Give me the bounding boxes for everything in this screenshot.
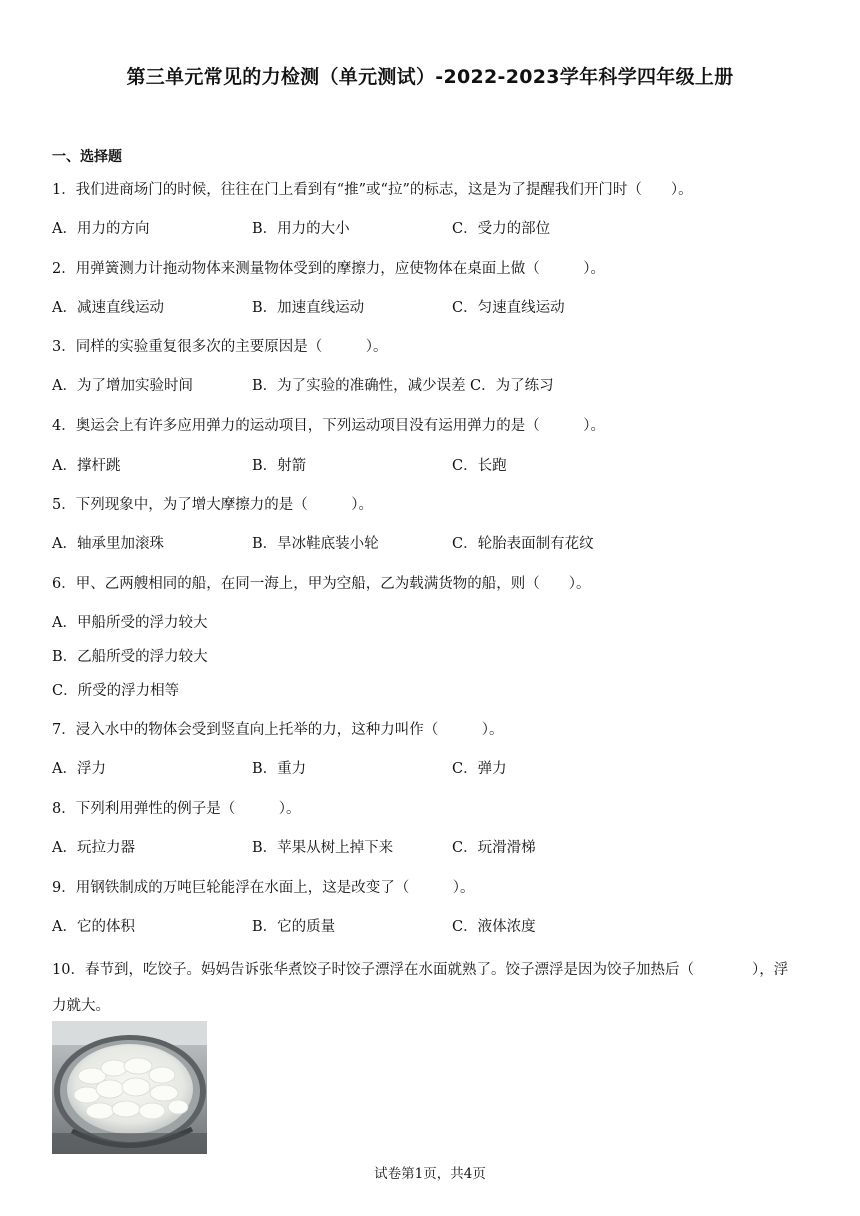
section-heading: 一、选择题 <box>52 149 122 165</box>
option-a[interactable]: A．浮力 <box>52 761 106 777</box>
option-b[interactable]: B．它的质量 <box>252 919 336 935</box>
question-1: 1．我们进商场门的时候，往往在门上看到有“推”或“拉”的标志，这是为了提醒我们开门时（ ）。 <box>52 182 693 198</box>
option-b[interactable]: B．用力的大小 <box>252 221 350 237</box>
option-c[interactable]: C．弹力 <box>452 761 507 777</box>
option-a[interactable]: A．轴承里加滚珠 <box>52 536 164 552</box>
question-8: 8．下列利用弹性的例子是（ ）。 <box>52 801 301 817</box>
option-a[interactable]: A．为了增加实验时间 <box>52 378 193 394</box>
option-b[interactable]: B．射箭 <box>252 458 307 474</box>
dumplings-photo <box>52 1021 207 1154</box>
option-b[interactable]: B．加速直线运动 <box>252 300 365 316</box>
question-8-options <box>52 836 812 858</box>
question-2-options <box>52 296 812 318</box>
page-footer: 试卷第1页，共4页 <box>374 1166 486 1182</box>
option-a[interactable]: A．玩拉力器 <box>52 840 135 856</box>
option-b[interactable]: B．为了实验的准确性，减少误差 <box>252 378 466 394</box>
question-2: 2．用弹簧测力计拖动物体来测量物体受到的摩擦力，应使物体在桌面上做（ ）。 <box>52 261 605 277</box>
question-7-options <box>52 757 812 779</box>
option-c[interactable]: C．为了练习 <box>470 378 554 394</box>
option-c[interactable]: C．受力的部位 <box>452 221 551 237</box>
option-a[interactable]: A．甲船所受的浮力较大 <box>52 615 208 631</box>
option-c[interactable]: C．轮胎表面制有花纹 <box>452 536 594 552</box>
option-a[interactable]: A．减速直线运动 <box>52 300 164 316</box>
question-9: 9．用钢铁制成的万吨巨轮能浮在水面上，这是改变了（ ）。 <box>52 880 475 896</box>
option-b[interactable]: B．重力 <box>252 761 307 777</box>
option-b[interactable]: B．苹果从树上掉下来 <box>252 840 394 856</box>
question-9-options <box>52 915 812 937</box>
question-4-options <box>52 454 812 476</box>
question-5-options <box>52 532 812 554</box>
option-b[interactable]: B．乙船所受的浮力较大 <box>52 649 208 665</box>
question-1-options <box>52 217 812 239</box>
option-b[interactable]: B．旱冰鞋底装小轮 <box>252 536 379 552</box>
question-4: 4．奥运会上有许多应用弹力的运动项目，下列运动项目没有运用弹力的是（ ）。 <box>52 418 605 434</box>
question-10: 10．春节到，吃饺子。妈妈告诉张华煮饺子时饺子漂浮在水面就熟了。饺子漂浮是因为饺子加热后（ ），浮力就大。 <box>52 962 789 1014</box>
option-c[interactable]: C．匀速直线运动 <box>452 300 565 316</box>
option-c[interactable]: C．玩滑滑梯 <box>452 840 536 856</box>
question-5: 5．下列现象中，为了增大摩擦力的是（ ）。 <box>52 497 373 513</box>
option-a[interactable]: A．撑杆跳 <box>52 458 121 474</box>
option-c[interactable]: C．长跑 <box>452 458 507 474</box>
question-3: 3．同样的实验重复很多次的主要原因是（ ）。 <box>52 339 388 355</box>
page-title: 第三单元常见的力检测（单元测试）-2022-2023学年科学四年级上册 <box>126 66 734 88</box>
option-c[interactable]: C．所受的浮力相等 <box>52 683 180 699</box>
option-a[interactable]: A．它的体积 <box>52 919 135 935</box>
question-6: 6．甲、乙两艘相同的船，在同一海上，甲为空船，乙为载满货物的船，则（ ）。 <box>52 576 591 592</box>
option-c[interactable]: C．液体浓度 <box>452 919 536 935</box>
question-3-options <box>52 374 812 396</box>
question-7: 7．浸入水中的物体会受到竖直向上托举的力，这种力叫作（ ）。 <box>52 722 504 738</box>
option-a[interactable]: A．用力的方向 <box>52 221 150 237</box>
